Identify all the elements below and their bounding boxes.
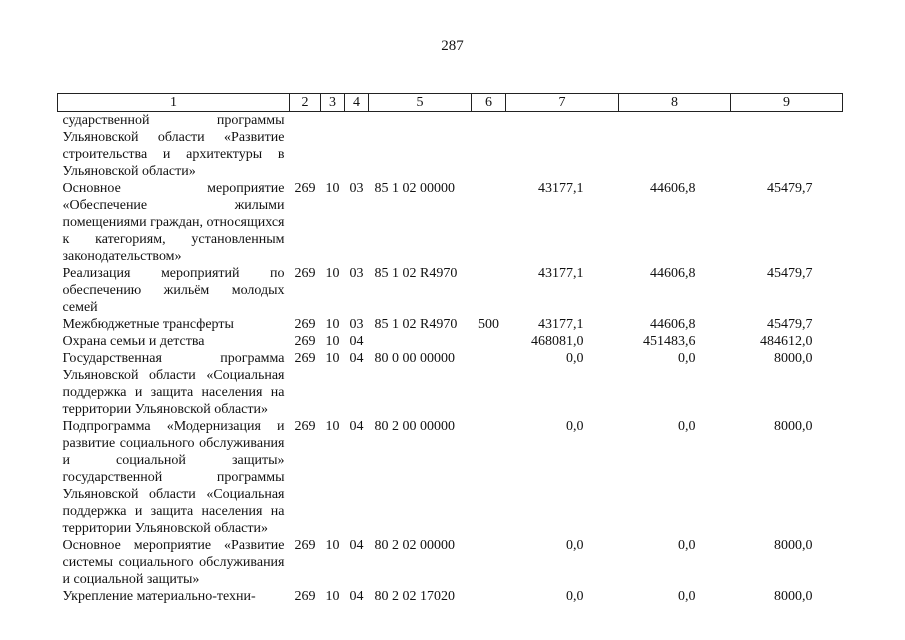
row-subsection	[345, 112, 369, 181]
row-section: 10	[325, 334, 340, 349]
header-col-2: 2	[290, 94, 321, 112]
row-ministry-code	[290, 112, 321, 181]
row-subsection: 03	[349, 317, 364, 332]
row-section: 10	[325, 419, 340, 434]
row-expense-type	[472, 350, 506, 418]
row-target-article: 85 1 02 R4970	[374, 317, 458, 332]
row-amount-col8: 0,0	[678, 351, 696, 366]
row-amount-col7: 0,0	[566, 589, 584, 604]
row-amount-col9: 45479,7	[767, 181, 813, 196]
row-expense-type	[472, 588, 506, 605]
row-subsection: 04	[349, 351, 364, 366]
table-row	[58, 588, 843, 605]
row-amount-col7: 43177,1	[538, 266, 584, 281]
row-expense-type	[472, 537, 506, 588]
row-target-article: 85 1 02 00000	[374, 181, 455, 196]
row-name: Реализация мероприятий по обеспечению жильём молодых семей	[62, 266, 285, 315]
header-col-8: 8	[619, 94, 731, 112]
row-amount-col7: 0,0	[566, 419, 584, 434]
row-subsection: 03	[349, 266, 364, 281]
row-section: 10	[325, 266, 340, 281]
row-amount-col9: 45479,7	[767, 266, 813, 281]
header-col-3: 3	[321, 94, 345, 112]
row-target-article	[369, 333, 472, 350]
row-expense-type: 500	[478, 317, 499, 332]
row-ministry-code: 269	[294, 334, 316, 349]
row-name: Подпрограмма «Модернизация и развитие социального обслуживания и социальной защиты» государственной программы Ульяновской области «Социальная поддержка и защита населения на территории Ульяновской области»	[62, 419, 285, 536]
row-target-article: 80 2 02 17020	[374, 589, 455, 604]
header-col-9: 9	[731, 94, 843, 112]
row-subsection: 04	[349, 589, 364, 604]
header-col-5: 5	[369, 94, 472, 112]
row-amount-col7	[506, 112, 619, 181]
table-body	[58, 112, 843, 606]
row-ministry-code: 269	[294, 538, 316, 553]
row-amount-col9: 484612,0	[760, 334, 813, 349]
table-row	[58, 537, 843, 588]
row-ministry-code: 269	[294, 181, 316, 196]
row-name: Охрана семьи и детства	[62, 334, 205, 349]
row-amount-col8: 44606,8	[650, 181, 696, 196]
row-name: Основное мероприятие «Обеспечение жилыми помещениями граждан, относящихся к категориям, установленным законодательством»	[62, 181, 285, 264]
row-subsection: 04	[349, 538, 364, 553]
row-amount-col7: 468081,0	[531, 334, 584, 349]
row-amount-col9: 8000,0	[774, 351, 813, 366]
row-section: 10	[325, 351, 340, 366]
row-amount-col7: 0,0	[566, 351, 584, 366]
row-section: 10	[325, 538, 340, 553]
table-row	[58, 333, 843, 350]
table-row	[58, 350, 843, 418]
row-subsection: 04	[349, 334, 364, 349]
row-target-article: 80 2 00 00000	[374, 419, 455, 434]
table-row	[58, 180, 843, 265]
row-amount-col8: 0,0	[678, 419, 696, 434]
row-subsection: 03	[349, 181, 364, 196]
row-name: Межбюджетные трансферты	[62, 317, 234, 332]
row-expense-type	[472, 265, 506, 316]
table-row	[58, 316, 843, 333]
header-col-7: 7	[506, 94, 619, 112]
table-row	[58, 418, 843, 537]
header-col-1: 1	[58, 94, 290, 112]
row-amount-col7: 43177,1	[538, 317, 584, 332]
row-amount-col9: 45479,7	[767, 317, 813, 332]
row-amount-col8: 451483,6	[643, 334, 696, 349]
row-expense-type	[472, 333, 506, 350]
table-row	[58, 265, 843, 316]
row-amount-col7: 43177,1	[538, 181, 584, 196]
row-subsection: 04	[349, 419, 364, 434]
row-expense-type	[472, 112, 506, 181]
row-target-article: 85 1 02 R4970	[374, 266, 458, 281]
row-target-article	[369, 112, 472, 181]
row-amount-col8	[619, 112, 731, 181]
table-row	[58, 112, 843, 181]
row-section: 10	[325, 317, 340, 332]
row-name: Основное мероприятие «Развитие системы социального обслуживания и социальной защиты»	[62, 538, 285, 587]
row-name: сударственной программы Ульяновской области «Развитие строительства и архитектуры в Ульяновской области»	[62, 113, 285, 179]
row-amount-col9: 8000,0	[774, 419, 813, 434]
header-row	[58, 94, 843, 112]
row-section: 10	[325, 589, 340, 604]
row-target-article: 80 0 00 00000	[374, 351, 455, 366]
page-number: 287	[441, 38, 464, 54]
row-amount-col7: 0,0	[566, 538, 584, 553]
row-section: 10	[325, 181, 340, 196]
row-expense-type	[472, 418, 506, 537]
row-amount-col8: 0,0	[678, 538, 696, 553]
row-ministry-code: 269	[294, 419, 316, 434]
row-amount-col9	[731, 112, 843, 181]
row-expense-type	[472, 180, 506, 265]
row-amount-col8: 0,0	[678, 589, 696, 604]
row-ministry-code: 269	[294, 589, 316, 604]
row-name: Укрепление материально-техни-	[62, 589, 256, 604]
row-amount-col9: 8000,0	[774, 589, 813, 604]
row-amount-col8: 44606,8	[650, 317, 696, 332]
row-amount-col8: 44606,8	[650, 266, 696, 281]
row-amount-col9: 8000,0	[774, 538, 813, 553]
row-name: Государственная программа Ульяновской области «Социальная поддержка и защита населения на территории Ульяновской области»	[62, 351, 285, 417]
row-ministry-code: 269	[294, 317, 316, 332]
row-ministry-code: 269	[294, 266, 316, 281]
row-target-article: 80 2 02 00000	[374, 538, 455, 553]
budget-table	[57, 93, 843, 605]
row-ministry-code: 269	[294, 351, 316, 366]
header-col-4: 4	[345, 94, 369, 112]
row-section	[321, 112, 345, 181]
header-col-6: 6	[472, 94, 506, 112]
